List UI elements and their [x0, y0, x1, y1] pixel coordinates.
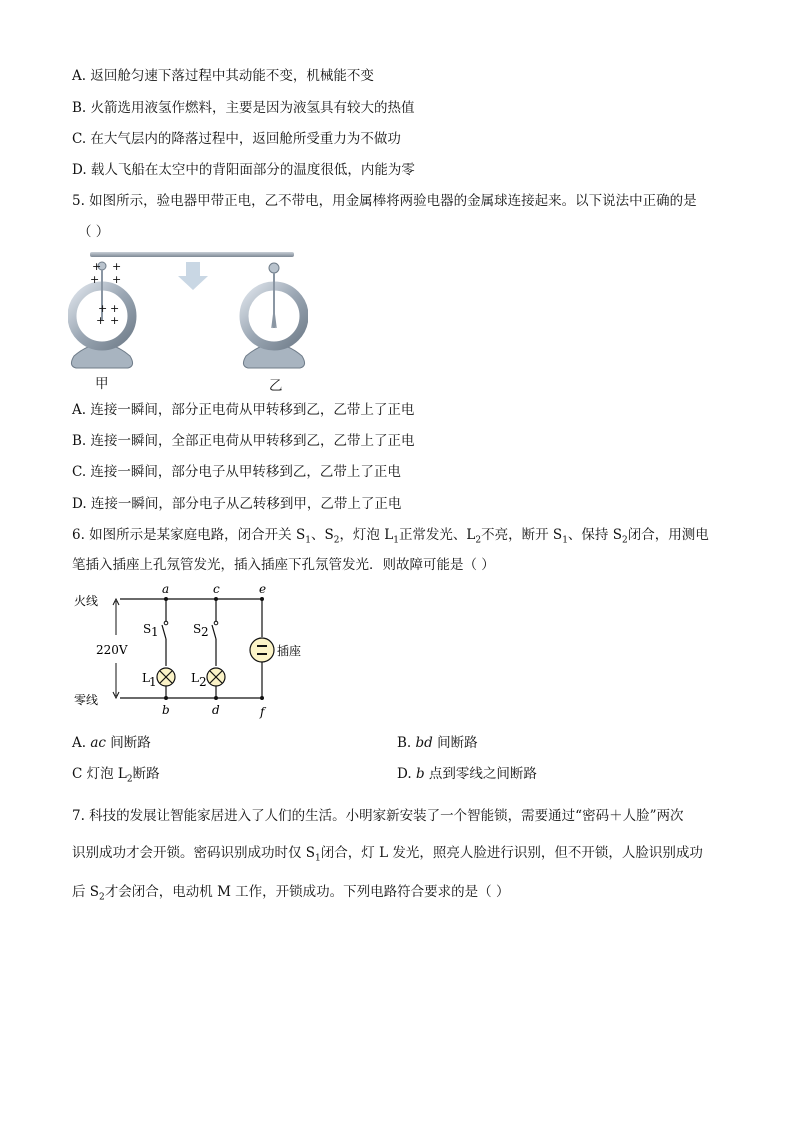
q5-stem: 5. 如图所示，验电器甲带正电，乙不带电，用金属棒将两验电器的金属球连接起来。以下说法中正确的是: [72, 193, 697, 209]
svg-text:零线: 零线: [74, 693, 99, 707]
electroscope-b: [243, 263, 304, 368]
svg-text:S: S: [193, 622, 202, 636]
svg-text:d: d: [212, 703, 220, 717]
svg-text:e: e: [259, 583, 267, 596]
svg-text:b: b: [162, 703, 170, 717]
svg-text:1: 1: [151, 625, 159, 639]
down-arrow-icon: [178, 262, 208, 290]
q6-option-d: D. b 点到零线之间断路: [397, 766, 537, 782]
svg-text:220V: 220V: [96, 643, 128, 657]
svg-text:L: L: [191, 671, 199, 685]
electroscope-b-label: 乙: [269, 378, 283, 394]
q5-option-c: C. 连接一瞬间，部分电子从甲转移到乙，乙带上了正电: [72, 464, 401, 480]
svg-text:+: +: [90, 273, 100, 286]
svg-text:+: +: [98, 302, 108, 315]
svg-text:f: f: [260, 705, 265, 719]
svg-text:a: a: [162, 583, 170, 596]
svg-text:S: S: [143, 622, 152, 636]
q7-line3: 后 $S_2$才会闭合，电动机 M 工作，开锁成功。下列电路符合要求的是（ ）: [72, 884, 510, 903]
q4-option-a: A. 返回舱匀速下落过程中其动能不变，机械能不变: [72, 68, 374, 84]
svg-text:+: +: [92, 260, 102, 273]
metal-rod: [90, 252, 294, 257]
electroscope-a-label: 甲: [95, 376, 109, 392]
q6-option-c: C 灯泡 $L_2$断路: [72, 766, 160, 785]
q4-option-c: C. 在大气层内的降落过程中，返回舱所受重力为不做功: [72, 131, 401, 147]
svg-text:+: +: [110, 314, 120, 327]
svg-text:L: L: [142, 671, 150, 685]
q6-stem-line1: 6. 如图所示是某家庭电路，闭合开关 $S_1$、$S_2$，灯泡 $L_1$正常发光、$L_2$不亮，断开 $S_1$、保持 $S_2$闭合，用测电: [72, 527, 709, 546]
q4-option-b: B. 火箭选用液氢作燃料，主要是因为液氢具有较大的热值: [72, 100, 415, 116]
svg-text:+: +: [112, 273, 122, 286]
household-circuit-figure: [70, 583, 320, 723]
q5-option-a: A. 连接一瞬间，部分正电荷从甲转移到乙，乙带上了正电: [72, 402, 415, 418]
q5-option-b: B. 连接一瞬间，全部正电荷从甲转移到乙，乙带上了正电: [72, 433, 415, 449]
svg-text:火线: 火线: [74, 594, 99, 608]
svg-text:+: +: [96, 314, 106, 327]
svg-text:+: +: [110, 302, 120, 315]
svg-text:c: c: [213, 583, 220, 596]
q7-line1: 7. 科技的发展让智能家居进入了人们的生活。小明家新安装了一个智能锁，需要通过“密码＋人脸”两次: [72, 808, 684, 824]
q6-stem-line2: 笔插入插座上孔氖管发光，插入插座下孔氖管发光．则故障可能是（ ）: [72, 557, 495, 573]
q5-answer-blank: （ ）: [78, 224, 110, 240]
svg-text:插座: 插座: [277, 644, 302, 658]
q6-option-b: B. bd 间断路: [397, 735, 478, 751]
q4-option-d: D. 载人飞船在太空中的背阳面部分的温度很低，内能为零: [72, 162, 415, 178]
q7-line2: 识别成功才会开锁。密码识别成功时仅 $S_1$闭合，灯 L 发光，照亮人脸进行识别，但不开锁，人脸识别成功: [72, 845, 703, 864]
svg-text:1: 1: [149, 675, 157, 689]
q5-option-d: D. 连接一瞬间，部分电子从乙转移到甲，乙带上了正电: [72, 496, 402, 512]
svg-text:+: +: [112, 260, 122, 273]
svg-text:2: 2: [201, 625, 209, 639]
svg-text:2: 2: [199, 675, 207, 689]
q6-option-a: A. ac 间断路: [72, 735, 151, 751]
